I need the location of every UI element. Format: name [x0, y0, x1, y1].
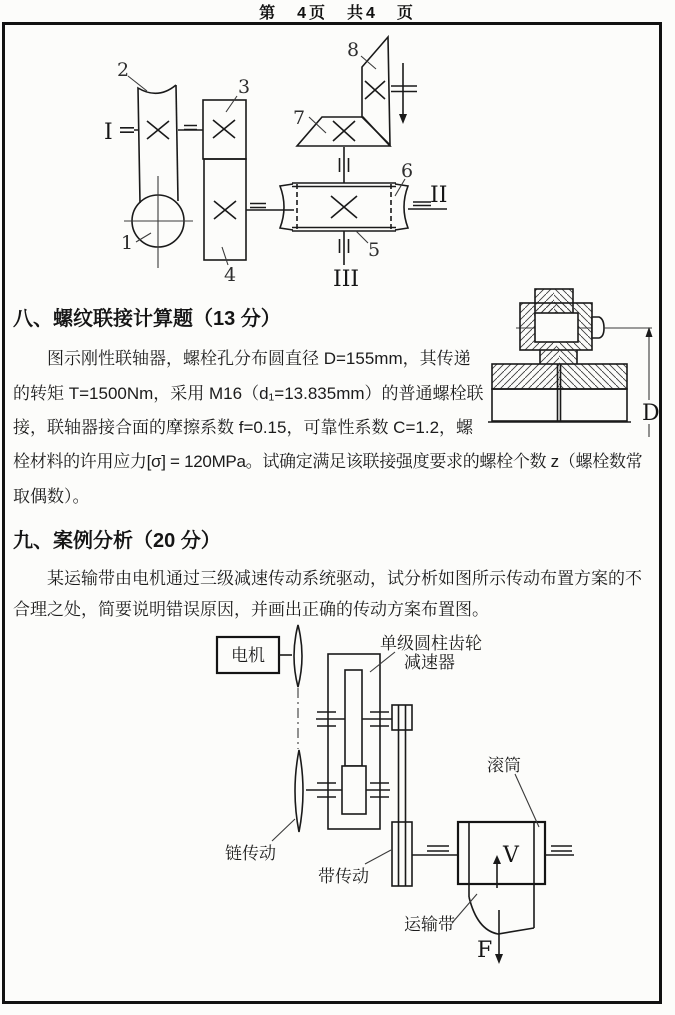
section8-line5: 取偶数）。: [13, 487, 90, 506]
part-label-6: 6: [401, 160, 414, 182]
part-label-8: 8: [347, 39, 360, 61]
drum-label: 滚筒: [487, 756, 521, 775]
page-header: 第 4页 共4 页: [259, 5, 416, 22]
belt-drive-label: 带传动: [318, 867, 369, 886]
velocity-label: V: [503, 843, 519, 868]
reducer-label-line1: 单级圆柱齿轮: [380, 634, 482, 653]
shaft-label-III: III: [333, 267, 360, 292]
section8-line1: 图示刚性联轴器，螺栓孔分布圆直径 D=155mm，其传递: [47, 349, 471, 368]
part-label-4: 4: [224, 264, 237, 286]
chain-drive-label: 链传动: [225, 844, 276, 863]
section9-line1: 某运输带由电机通过三级减速传动系统驱动，试分析如图所示传动布置方案的不: [47, 569, 642, 588]
motor-label: 电机: [231, 646, 265, 665]
shaft-label-II: II: [430, 183, 448, 208]
section8-line4: 栓材料的许用应力[σ] = 120MPa。试确定满足该联接强度要求的螺栓个数 z（螺栓数常: [13, 452, 643, 471]
part-label-1: 1: [121, 232, 134, 254]
force-label: F: [477, 938, 493, 963]
section8-line3: 接，联轴器接合面的摩擦系数 f=0.15，可靠性系数 C=1.2，螺: [13, 418, 474, 437]
conveyor-label: 运输带: [404, 915, 455, 934]
section9-line2: 合理之处，简要说明错误原因，并画出正确的传动方案布置图。: [13, 600, 489, 619]
part-label-2: 2: [117, 59, 130, 81]
part-label-5: 5: [368, 239, 381, 261]
section8-heading: 八、螺纹联接计算题（13 分）: [13, 308, 281, 330]
section9-heading: 九、案例分析（20 分）: [13, 530, 221, 552]
part-label-7: 7: [293, 107, 306, 129]
part-label-3: 3: [238, 76, 251, 98]
reducer-label-line2: 减速器: [404, 653, 455, 672]
shaft-label-I: I: [104, 120, 113, 145]
section8-line2: 的转矩 T=1500Nm，采用 M16（d₁=13.835mm）的普通螺栓联: [13, 384, 484, 403]
page-frame: [2, 22, 662, 1004]
dimension-label-D: D: [642, 401, 660, 426]
